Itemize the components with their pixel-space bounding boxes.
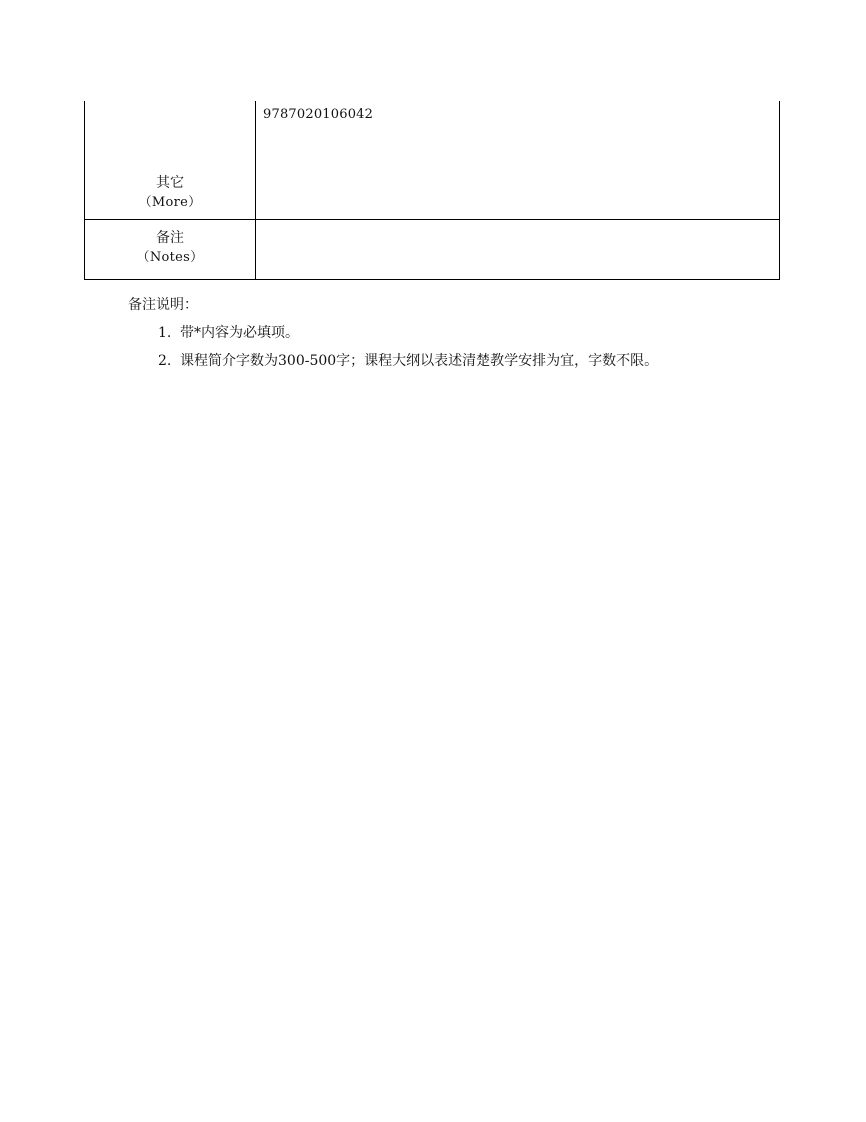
row-label-cn: 其它 [156, 175, 184, 191]
table-row-more [85, 101, 780, 220]
list-item [158, 352, 658, 371]
row-label-en: （Notes） [136, 250, 204, 265]
notes-value-cell [256, 220, 780, 280]
row-label-en: （More） [138, 195, 202, 210]
more-value-cell: 9787020106042 [256, 101, 780, 220]
remarks-title: 备注说明： [128, 297, 198, 313]
course-info-table [84, 101, 780, 280]
list-item-text: 带*内容为必填项。 [180, 325, 299, 341]
list-item-number: 1. [158, 325, 172, 341]
label-cell-more [85, 101, 256, 220]
list-item-number: 2. [158, 353, 172, 369]
table-row-notes [85, 220, 780, 280]
list-item [158, 324, 658, 343]
list-item-text: 课程简介字数为300-500字；课程大纲以表述清楚教学安排为宜，字数不限。 [180, 353, 659, 369]
remarks-section [128, 296, 658, 380]
row-label-cn: 备注 [156, 230, 184, 246]
label-cell-notes [85, 220, 256, 280]
remarks-list [128, 324, 658, 371]
